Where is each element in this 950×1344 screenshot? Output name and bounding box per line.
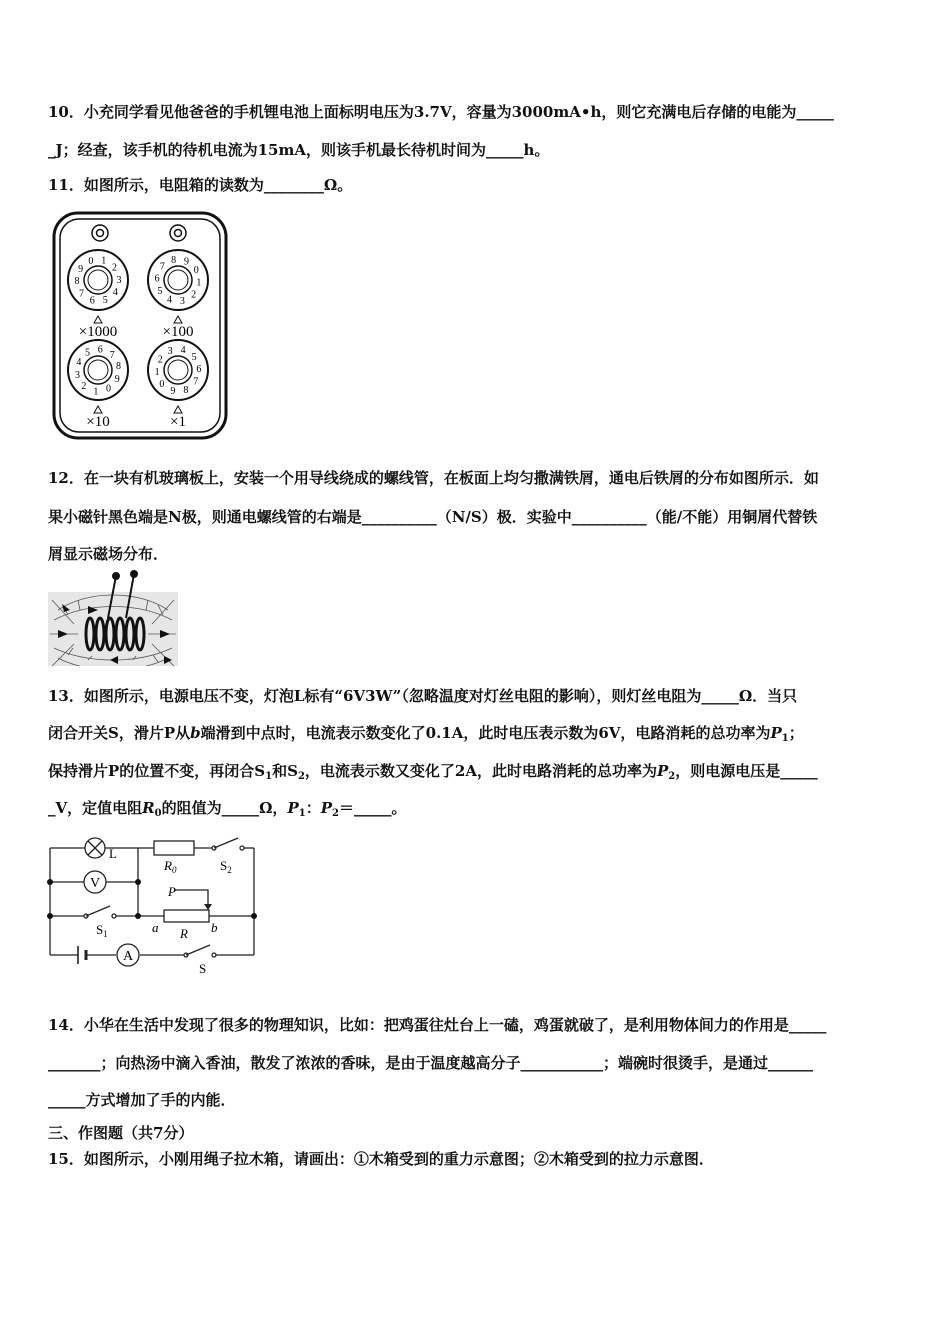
- q13-line2-p: P: [770, 724, 782, 742]
- dial-digit: 9: [114, 374, 120, 385]
- dial-digit: 5: [191, 352, 197, 363]
- q13-line3-s1: 1: [265, 771, 273, 782]
- q13-line4-rsub: 0: [154, 808, 162, 819]
- dial-pointer-icon: [94, 406, 102, 413]
- q10-line1: 10．小充同学看见他爸爸的手机锂电池上面标明电压为3.7V，容量为3000mA•h，则它充满电后存储的电能为_____: [48, 103, 834, 121]
- r0-sub: 0: [171, 865, 177, 875]
- s1-letter: S: [96, 922, 104, 937]
- dial-digit: 8: [171, 255, 177, 266]
- dial-digit: 1: [154, 367, 160, 378]
- dial-label-x1: ×1: [170, 414, 186, 430]
- dial-digit: 9: [170, 385, 176, 397]
- dial-digit: 6: [97, 344, 103, 356]
- rheostat-b-label: b: [211, 920, 218, 935]
- q13-line3: [48, 760, 818, 782]
- dial-label-x10: ×10: [86, 414, 110, 430]
- dial-pointer-icon: [94, 316, 102, 323]
- dial-digit: 1: [93, 386, 99, 398]
- q13-line3-c: ，电流表示数又变化了2A，此时电路消耗的总功率为: [304, 762, 657, 780]
- q13-line4-p1sub: 1: [298, 808, 306, 819]
- dial-digit: 1: [196, 277, 202, 289]
- q13-line3-sub: 2: [668, 771, 676, 782]
- s-label: S: [199, 961, 207, 975]
- dial-digit: 9: [78, 263, 84, 275]
- slider-arrow-icon: [204, 904, 212, 910]
- dial-x1000: [68, 250, 128, 323]
- dial-digit: 2: [81, 381, 87, 393]
- resistor-r0: [154, 841, 194, 855]
- dial-digit: 7: [79, 288, 84, 300]
- q13-line4-end: ＝_____。: [338, 799, 407, 817]
- dial-digit: 4: [76, 357, 82, 368]
- q13-line4-p2: P: [320, 799, 332, 817]
- dial-digit: 5: [85, 347, 90, 359]
- dial-digit: 4: [112, 287, 118, 299]
- q13-line2-end: ；: [788, 724, 804, 742]
- q13-line2: [48, 722, 804, 744]
- dial-digit: 0: [159, 379, 165, 390]
- q13-line2-c: 端滑到中点时，电流表示数变化了0.1A，此时电压表示数为6V，电路消耗的总功率为: [200, 724, 771, 742]
- s1-sub: 1: [103, 929, 108, 939]
- solenoid-iron-filings-figure: [48, 570, 178, 666]
- dial-digit: 7: [193, 376, 199, 388]
- dial-digit: 0: [88, 255, 94, 267]
- q13-line2-b: b: [190, 724, 201, 742]
- dial-digit: 0: [193, 265, 199, 276]
- q13-line1: 13．如图所示，电源电压不变，灯泡L标有“6V3W”（忽略温度对灯丝电阻的影响），则灯丝电阻为_____Ω．当只: [48, 687, 798, 705]
- q12-line3: 屑显示磁场分布．: [48, 545, 169, 563]
- q13-line4-r: R: [142, 799, 155, 817]
- q11-line1: 11．如图所示，电阻箱的读数为________Ω。: [48, 176, 353, 194]
- lamp-icon: [85, 838, 105, 858]
- dial-x1: [148, 340, 208, 413]
- q10-line2: _J；经查，该手机的待机电流为15mA，则该手机最长待机时间为_____h。: [48, 141, 550, 159]
- voltmeter-icon: [84, 871, 106, 893]
- q13-line4-a: _V，定值电阻: [48, 799, 143, 817]
- dial-x100: [148, 250, 208, 323]
- s1-label: [96, 922, 108, 939]
- q13-line4-p2sub: 2: [331, 808, 339, 819]
- dial-digit: 4: [167, 294, 172, 306]
- dial-digit: 1: [101, 255, 107, 267]
- dial-label-x1000: ×1000: [78, 324, 118, 340]
- q13-line2-a: 闭合开关S，滑片P从: [48, 724, 191, 742]
- q13-line2-sub: 1: [781, 733, 789, 744]
- rheostat-a-label: a: [152, 920, 159, 935]
- dial-digit: 3: [116, 274, 122, 286]
- dial-digit: 2: [112, 262, 117, 274]
- switch-s-icon: [184, 945, 216, 957]
- rheostat-r-label: R: [180, 926, 188, 941]
- s2-label: [220, 858, 232, 875]
- dial-digit: 3: [167, 346, 173, 357]
- s2-sub: 2: [227, 865, 232, 875]
- circuit-diagram-figure: [44, 830, 264, 975]
- dial-digit: 7: [109, 349, 115, 361]
- dial-pointer-icon: [174, 406, 182, 413]
- q13-line4-colon: ：: [305, 799, 321, 817]
- q14-line1: 14．小华在生活中发现了很多的物理知识，比如：把鸡蛋往灶台上一磕，鸡蛋就破了，是利用物体间力的作用是_____: [48, 1016, 827, 1034]
- q13-line4-b: 的阻值为_____Ω，: [161, 799, 288, 817]
- dial-digit: 6: [89, 295, 95, 307]
- dial-digit: 8: [116, 361, 121, 373]
- q14-line3: _____方式增加了手的内能．: [48, 1091, 236, 1109]
- dial-digit: 3: [75, 369, 80, 381]
- q12-line1: 12．在一块有机玻璃板上，安装一个用导线绕成的螺线管，在板面上均匀撒满铁屑，通电后铁屑的分布如图所示．如: [48, 469, 819, 487]
- s2-letter: S: [220, 858, 228, 873]
- dial-digit: 6: [196, 364, 202, 375]
- dial-digit: 7: [159, 261, 165, 273]
- q12-line2: 果小磁针黑色端是N极，则通电螺线管的右端是__________（N/S）极．实验中__________（能/不能）用铜屑代替铁: [48, 508, 818, 526]
- q13-line3-p: P: [656, 762, 669, 780]
- section3-title: 三、作图题（共7分）: [48, 1124, 194, 1142]
- dial-digit: 8: [74, 276, 80, 288]
- q13-line4: [48, 797, 406, 819]
- r0-letter: R: [164, 858, 172, 873]
- dial-digit: 9: [184, 256, 189, 268]
- dial-x10: [68, 340, 128, 413]
- terminal-right-icon: [170, 225, 186, 241]
- dial-digit: 4: [180, 345, 186, 357]
- voltmeter-label: V: [89, 876, 101, 891]
- junction-dots: [47, 879, 257, 919]
- dial-digit: 5: [102, 295, 108, 307]
- q13-line3-a: 保持滑片P的位置不变，再闭合S: [48, 762, 266, 780]
- rheostat-r: [164, 910, 209, 922]
- slider-p-label: P: [168, 884, 176, 899]
- q15-line1: 15．如图所示，小刚用绳子拉木箱，请画出：①木箱受到的重力示意图；②木箱受到的拉力示意图．: [48, 1150, 714, 1168]
- q13-line3-end: ，则电源电压是_____: [675, 762, 818, 780]
- dial-digit: 5: [157, 286, 163, 297]
- q14-line2: _______；向热汤中滴入香油，散发了浓浓的香味，是由于温度越高分子___________；端碗时很烫手，是通过______: [48, 1054, 814, 1072]
- q13-line3-s2: 2: [297, 771, 305, 782]
- dial-digit: 2: [191, 289, 197, 301]
- dial-digit: 0: [106, 383, 111, 395]
- dial-digit: 2: [157, 354, 163, 366]
- dial-digit: 3: [179, 296, 185, 307]
- dial-digit: 6: [154, 273, 160, 285]
- r0-label: [163, 858, 177, 875]
- lamp-label: L: [109, 846, 117, 861]
- q13-line3-b: 和S: [272, 762, 298, 780]
- ammeter-label: A: [122, 949, 134, 964]
- switch-s1-icon: [84, 906, 116, 918]
- battery-icon: [78, 946, 86, 964]
- ammeter-icon: [117, 944, 139, 966]
- switch-s2-icon: [212, 838, 244, 850]
- q13-line4-p1: P: [287, 799, 299, 817]
- terminal-left-icon: [92, 225, 108, 241]
- resistance-box-figure: [50, 210, 230, 440]
- dial-label-x100: ×100: [162, 324, 194, 340]
- dial-pointer-icon: [174, 316, 182, 323]
- dial-digit: 8: [183, 385, 189, 396]
